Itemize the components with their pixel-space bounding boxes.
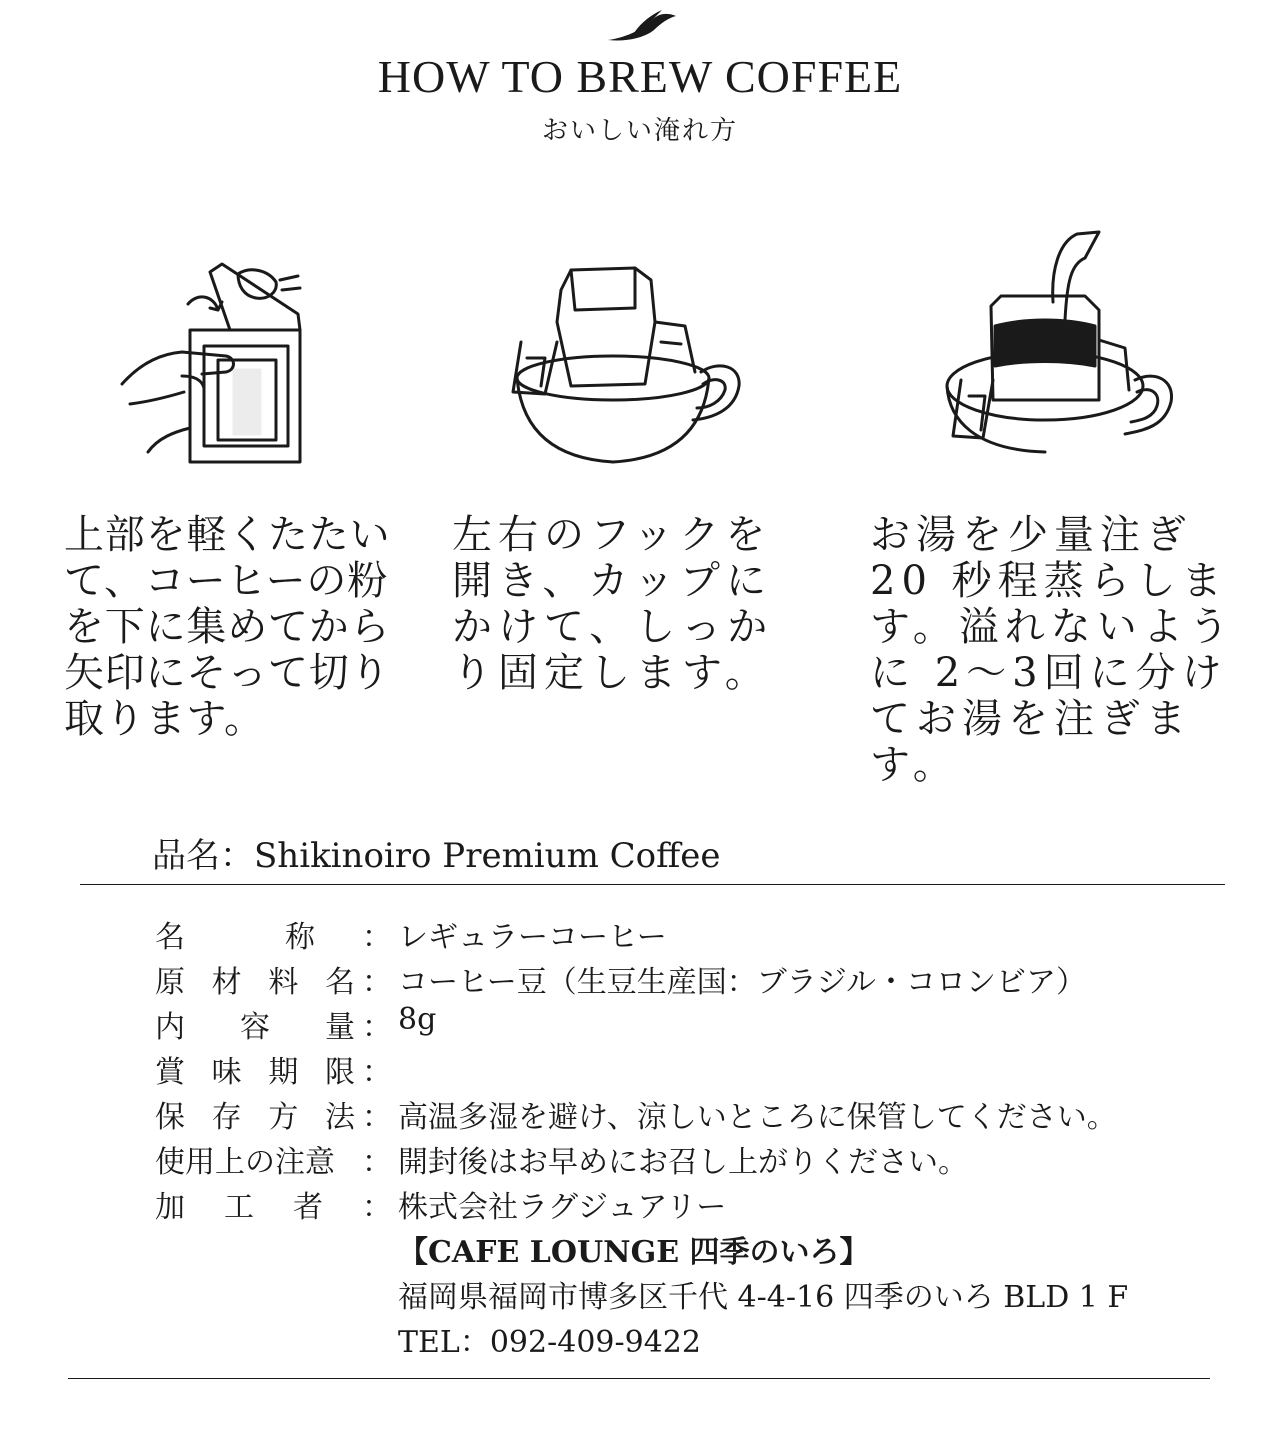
product-name-label: 品名： (152, 836, 254, 876)
spec-key-char: 名 (155, 920, 185, 955)
product-name-line (152, 828, 721, 877)
spec-colon: ： (362, 965, 392, 1000)
step-2-line: かけて、しっか (452, 604, 774, 650)
step-3-line: に 2〜3回に分け (870, 650, 1228, 696)
spec-colon: ： (362, 1055, 392, 1090)
step-1-line: て、コーヒーの粉 (64, 558, 388, 604)
step-3-line: す。溢れないよう (870, 604, 1235, 650)
spec-key-char: 原 (155, 965, 185, 1000)
maker-shop-name: 【CAFE LOUNGE 四季のいろ】 (398, 1235, 870, 1270)
spec-key-char: 量 (325, 1010, 355, 1045)
spec-key (155, 1002, 355, 1046)
step-1-line: 上部を軽くたたい (64, 512, 391, 558)
spec-key-char: 期 (268, 1055, 299, 1090)
step-2-line: 左右のフックを (452, 512, 772, 558)
spec-key (155, 912, 355, 956)
spec-colon: ： (362, 1010, 392, 1045)
step-2-line: り固定します。 (452, 650, 771, 696)
spec-key-char: 料 (268, 965, 299, 1000)
spec-key-char: 称 (285, 920, 315, 955)
step-3-line: てお湯を注ぎま (870, 696, 1192, 742)
spec-key-char: 材 (211, 965, 242, 1000)
spec-value: 開封後はお早めにお召し上がりください。 (398, 1145, 968, 1180)
spec-key-char: 存 (211, 1100, 242, 1135)
spec-value: 高温多湿を避け、涼しいところに保管してください。 (398, 1100, 1117, 1135)
step-1-text (64, 512, 390, 742)
step-3-line: 20 秒程蒸らしま (870, 558, 1228, 604)
spec-value: コーヒー豆（生豆生産国：ブラジル・コロンビア） (398, 965, 1087, 1000)
spec-key-char: 内 (155, 1010, 185, 1045)
spec-key-char: 賞 (155, 1055, 185, 1090)
spec-colon: ： (362, 1145, 392, 1180)
spec-value: 8g (398, 1002, 437, 1037)
divider-bottom (68, 1378, 1210, 1379)
step-3-line: お湯を少量注ぎ (870, 512, 1192, 558)
spec-key-char: 名 (324, 965, 355, 1000)
hang-drip-on-cup-icon (505, 262, 745, 467)
spec-key-char: 方 (268, 1100, 299, 1135)
step-2-text (452, 512, 773, 696)
product-name: Shikinoiro Premium Coffee (254, 836, 721, 876)
spec-value: 株式会社ラグジュアリー (398, 1190, 727, 1225)
tear-open-package-icon (118, 252, 318, 468)
spec-key-char: 限 (324, 1055, 355, 1090)
spec-key-char: 保 (155, 1100, 185, 1135)
divider-top (80, 884, 1225, 885)
leaf-icon (602, 8, 682, 44)
spec-value: レギュラーコーヒー (398, 920, 667, 955)
spec-key (155, 957, 355, 1001)
spec-key (155, 1047, 355, 1091)
spec-key-char: 味 (211, 1055, 242, 1090)
maker-address: 福岡県福岡市博多区千代 4-4-16 四季のいろ BLD 1 F (398, 1280, 1129, 1315)
step-3-text (870, 512, 1235, 788)
spec-key (155, 1182, 355, 1226)
step-2-line: 開き、カップに (452, 558, 772, 604)
spec-key-text: 使用上の注意 (155, 1145, 335, 1180)
spec-key-char: 容 (240, 1010, 270, 1045)
spec-colon: ： (362, 920, 392, 955)
spec-key-char: 者 (293, 1190, 323, 1225)
spec-key-char: 法 (324, 1100, 355, 1135)
spec-colon: ： (362, 1100, 392, 1135)
step-1-line: を下に集めてから (64, 604, 391, 650)
spec-colon: ： (362, 1190, 392, 1225)
spec-key-char: 加 (155, 1190, 185, 1225)
spec-key (155, 1137, 355, 1181)
spec-key (155, 1092, 355, 1136)
pour-hot-water-icon (935, 230, 1180, 456)
page-subtitle: おいしい淹れ方 (541, 116, 738, 146)
page-title: HOW TO BREW COFFEE (377, 51, 903, 102)
step-3-line: す。 (870, 742, 959, 788)
maker-phone: TEL：092-409-9422 (398, 1325, 701, 1360)
step-1-line: 取ります。 (64, 696, 265, 742)
step-1-line: 矢印にそって切り (64, 650, 391, 696)
spec-key-char: 工 (224, 1190, 254, 1225)
